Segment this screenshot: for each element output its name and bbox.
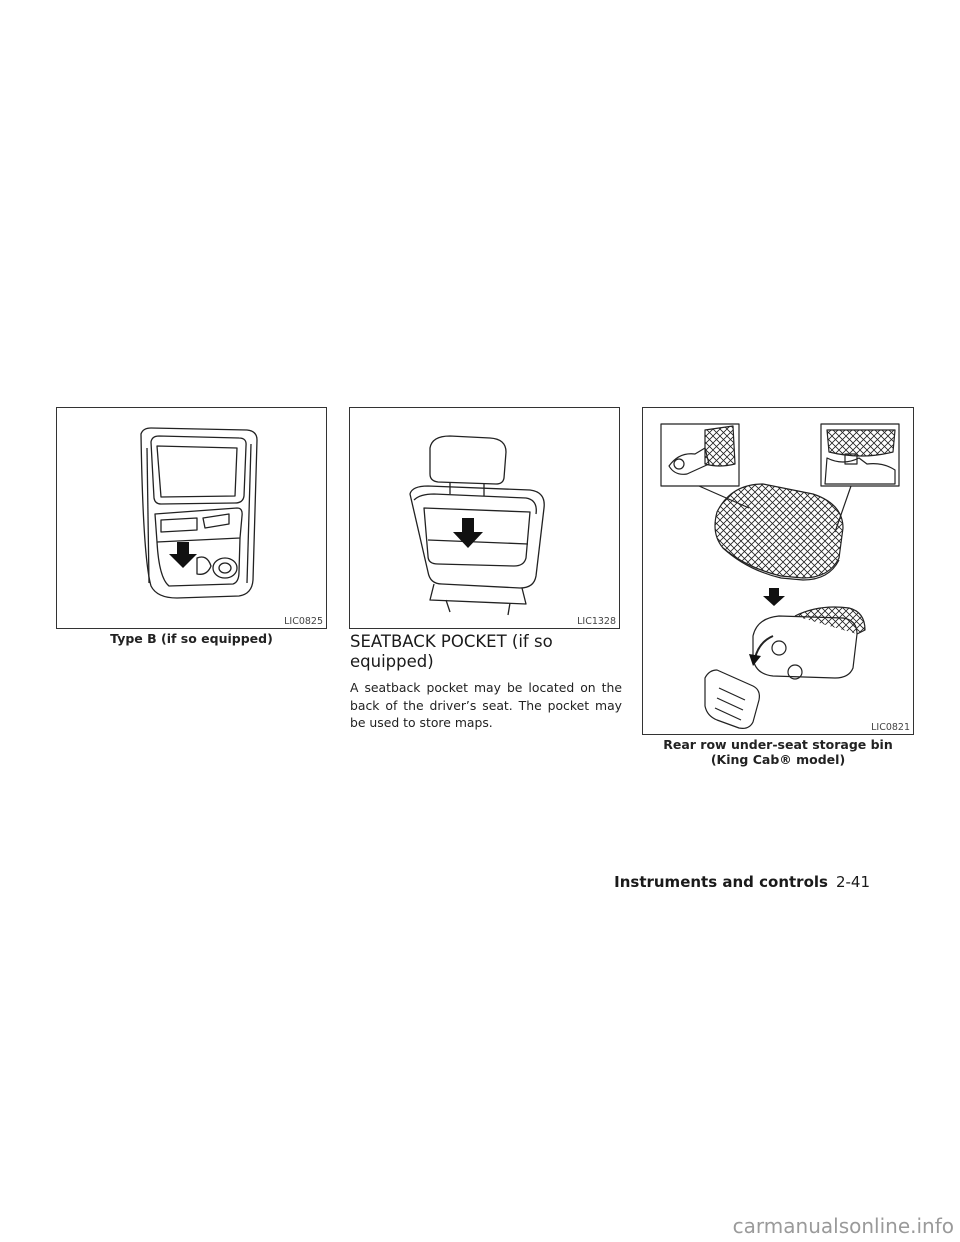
figure-caption-line: (King Cab® model) [710,752,846,767]
figure-code: LIC0825 [284,616,323,627]
section-body: A seatback pocket may be located on the back of the driver’s seat. The pocket may be used to store maps. [350,680,622,730]
storage-bin-illustration [643,408,913,734]
figure-storage-bin [642,407,914,735]
figure-door-panel [56,407,327,629]
section-title: SEATBACK POCKET (if so equipped) [350,632,553,671]
figure-caption [642,737,914,767]
figure-code: LIC1328 [577,616,616,627]
seatback-illustration [350,408,619,628]
watermark-link[interactable]: carmanualsonline.info [732,1214,954,1238]
door-panel-illustration [57,408,326,628]
figure-caption-line: Rear row under-seat storage bin [663,737,893,752]
footer-section-name: Instruments and controls [614,873,828,891]
figure-code: LIC0821 [871,722,910,733]
down-arrow-icon [763,588,785,606]
figure-caption: Type B (if so equipped) [110,631,273,646]
down-arrow-icon [453,518,483,548]
page-footer [614,873,870,891]
down-arrow-icon [169,542,197,568]
figure-seatback [349,407,620,629]
page-number: 2-41 [835,873,870,891]
